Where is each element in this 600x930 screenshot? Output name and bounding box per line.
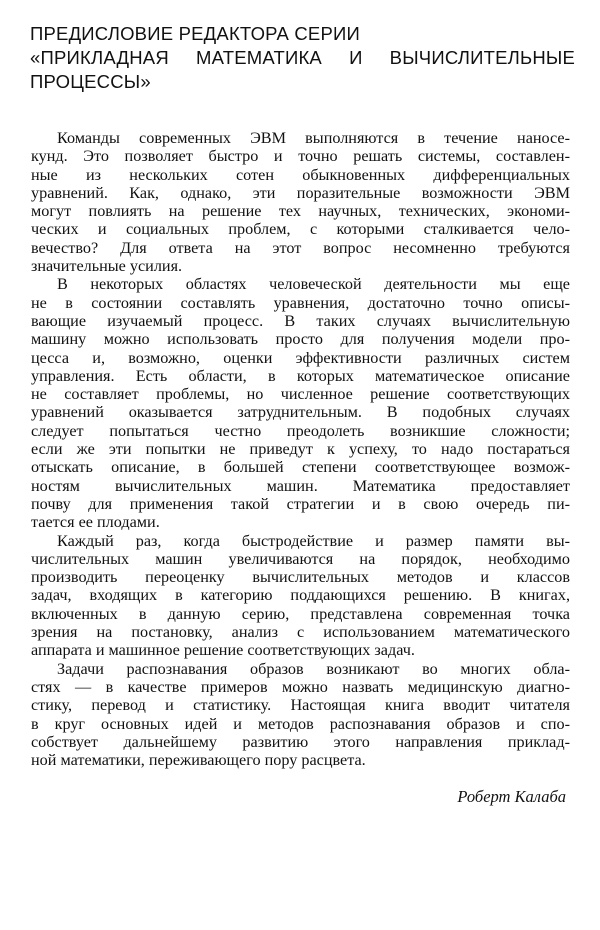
text-line: В некоторых областях человеческой деятельности мы еще bbox=[57, 275, 570, 294]
text-line: управления. Есть области, в которых математическое описание bbox=[31, 366, 570, 385]
text-line: Задачи распознавания образов возникают во многих обла- bbox=[57, 659, 570, 678]
text-line: тается ее плодами. bbox=[31, 513, 160, 532]
text-line: если же эти попытки не приведут к успеху, то надо постараться bbox=[31, 440, 570, 459]
text-line: Каждый раз, когда быстродействие и размер памяти вы- bbox=[57, 531, 570, 550]
text-line: цесса и, возможно, оценки эффективности различных систем bbox=[31, 348, 570, 367]
text-line: ные из нескольких сотен обыкновенных дифференциальных bbox=[31, 165, 570, 184]
text-line: уравнений. Как, однако, эти поразительные возможности ЭВМ bbox=[31, 183, 570, 202]
preface-body bbox=[31, 129, 570, 769]
paragraph bbox=[31, 275, 570, 531]
text-line: производить переоценку вычислительных методов и классов bbox=[31, 568, 570, 587]
title-line: ПРОЦЕССЫ» bbox=[30, 71, 151, 92]
text-line: кунд. Это позволяет быстро и точно решать системы, составлен- bbox=[31, 147, 570, 166]
text-line: могут повлиять на решение тех научных, технических, экономи- bbox=[31, 202, 570, 221]
text-line: машину можно использовать просто для получения модели про- bbox=[31, 330, 570, 349]
text-line: отыскать описание, в большей степени соответствующее возмож- bbox=[31, 458, 570, 477]
text-line: задач, входящих в категорию поддающихся решению. В книгах, bbox=[31, 586, 570, 605]
text-line: значительные усилия. bbox=[31, 257, 183, 276]
text-line: не в состоянии составлять уравнения, достаточно точно описы- bbox=[31, 293, 570, 312]
text-line: ностям вычислительных машин. Математика предоставляет bbox=[31, 476, 570, 495]
text-line: уравнений оказывается затруднительным. В подобных случаях bbox=[31, 403, 570, 422]
page-title bbox=[30, 22, 575, 94]
text-line: собствует дальнейшему развитию этого направления приклад- bbox=[31, 732, 570, 751]
text-line: зрения на постановку, анализ с использованием математического bbox=[31, 623, 570, 642]
text-line: вечество? Для ответа на этот вопрос несомненно требуются bbox=[31, 238, 570, 257]
title-line: «ПРИКЛАДНАЯ МАТЕМАТИКА И ВЫЧИСЛИТЕЛЬНЫЕ bbox=[30, 47, 575, 68]
text-line: включенных в данную серию, представлена современная точка bbox=[31, 604, 570, 623]
text-line: числительных машин увеличиваются на порядок, необходимо bbox=[31, 549, 570, 568]
text-line: стику, перевод и статистику. Настоящая книга вводит читателя bbox=[31, 696, 570, 715]
text-line: вающие изучаемый процесс. В таких случаях вычислительную bbox=[31, 311, 570, 330]
title-line: ПРЕДИСЛОВИЕ РЕДАКТОРА СЕРИИ bbox=[30, 23, 360, 44]
text-line: не составляет проблемы, но численное решение соответствующих bbox=[31, 385, 570, 404]
text-line: стях — в качестве примеров можно назвать медицинскую диагно- bbox=[31, 677, 570, 696]
author-signature: Роберт Калаба bbox=[457, 787, 566, 806]
text-line: Команды современных ЭВМ выполняются в течение наносе- bbox=[57, 129, 570, 147]
text-line: ной математики, переживающего пору расцвета. bbox=[31, 751, 366, 770]
paragraph bbox=[31, 660, 570, 770]
text-line: аппарата и машинное решение соответствующих задач. bbox=[31, 641, 415, 660]
text-line: ческих и социальных проблем, с которыми сталкивается чело- bbox=[31, 220, 570, 239]
text-line: в круг основных идей и методов распознавания образов и спо- bbox=[31, 714, 570, 733]
paragraph bbox=[31, 532, 570, 660]
text-line: почву для применения такой стратегии и в свою очередь пи- bbox=[31, 494, 570, 513]
paragraph bbox=[31, 129, 570, 275]
text-line: следует попытаться честно преодолеть возникшие сложности; bbox=[31, 421, 570, 440]
